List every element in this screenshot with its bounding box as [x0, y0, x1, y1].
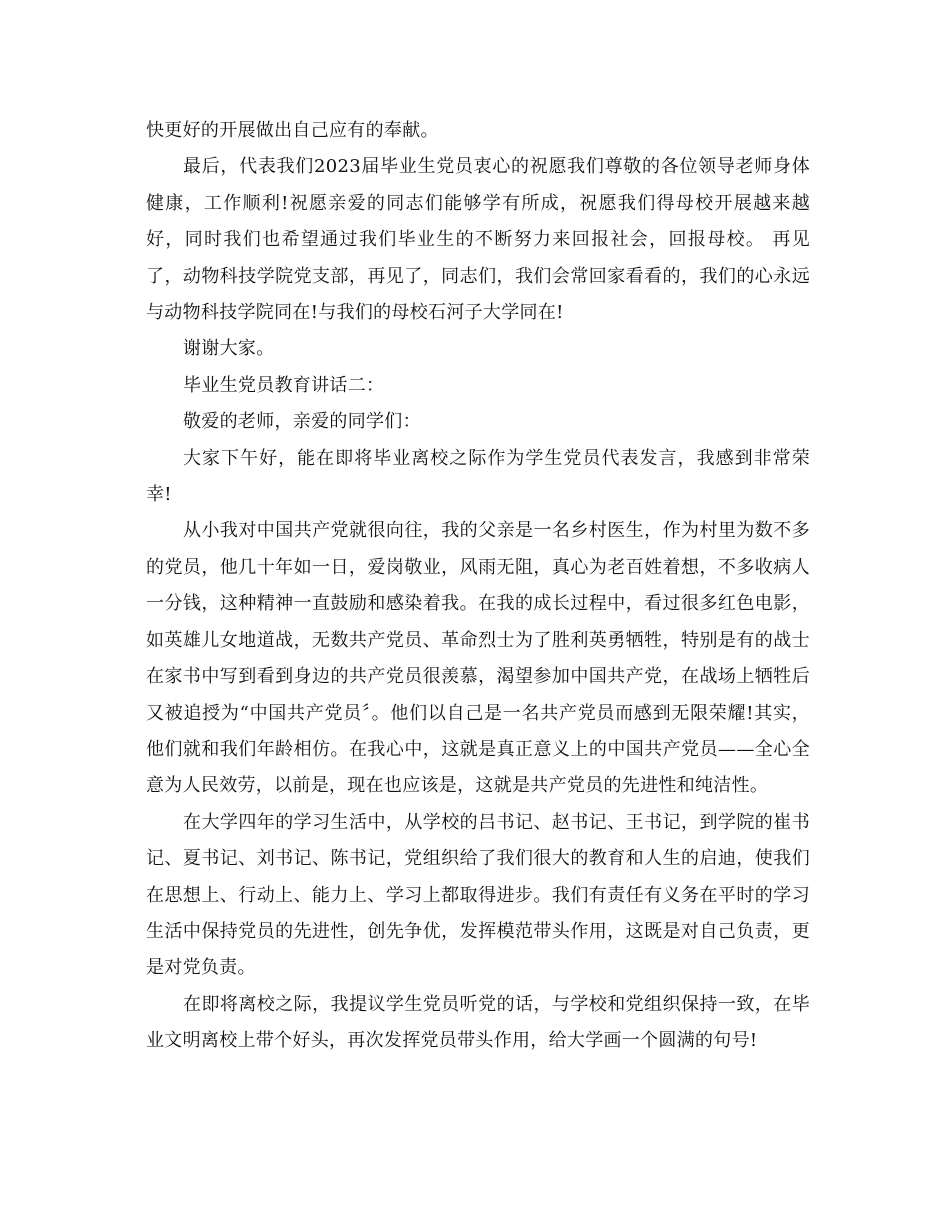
section-heading-speech-two: 毕业生党员教育讲话二： [183, 374, 385, 396]
paragraph-greeting: 大家下午好，能在即将毕业离校之际作为学生党员代表发言，我感到非常荣幸! [146, 447, 810, 506]
paragraph-continuation: 快更好的开展做出自己应有的奉献。 [146, 120, 439, 141]
paragraph-closing-wishes: 最后，代表我们2023届毕业生党员衷心的祝愿我们尊敬的各位领导老师身体健康，工作顺利!祝愿亲爱的同志们能够学有所成，祝愿我们得母校开展越来越好，同时我们也希望通过我们毕业生的不断努力来回报社会，回报母校。 再见了，动物科技学院党支部，再见了，同志们，我们会常回家看看的，我们的心永远与动物科技学院同在!与我们的母校石河子大学同在! [146, 156, 810, 324]
document-body [146, 113, 810, 1060]
salutation: 敬爱的老师，亲爱的同学们： [183, 411, 421, 433]
paragraph-thanks: 谢谢大家。 [183, 338, 275, 360]
paragraph-proposal: 在即将离校之际，我提议学生党员听党的话，与学校和党组织保持一致，在毕业文明离校上带个好头，再次发挥党员带头作用，给大学画一个圆满的句号! [146, 993, 810, 1052]
paragraph-childhood: 从小我对中国共产党就很向往，我的父亲是一名乡村医生，作为村里为数不多的党员，他几十年如一日，爱岗敬业，风雨无阻，真心为老百姓着想，不多收病人一分钱，这种精神一直鼓励和感染着我。在我的成长过程中，看过很多红色电影，如英雄儿女地道战，无数共产党员、革命烈士为了胜利英勇牺牲，特别是有的战士在家书中写到看到身边的共产党员很羡慕，渴望参加中国共产党，在战场上牺牲后又被追授为“中国共产党员〞。他们以自己是一名共产党员而感到无限荣耀!其实，他们就和我们年龄相仿。在我心中，这就是真正意义上的中国共产党员——全心全意为人民效劳，以前是，现在也应该是，这就是共产党员的先进性和纯洁性。 [146, 520, 810, 797]
paragraph-university-life: 在大学四年的学习生活中，从学校的吕书记、赵书记、王书记，到学院的崔书记、夏书记、刘书记、陈书记，党组织给了我们很大的教育和人生的启迪，使我们在思想上、行动上、能力上、学习上都取得进步。我们有责任有义务在平时的学习生活中保持党员的先进性，创先争优，发挥模范带头作用，这既是对自己负责，更是对党负责。 [146, 811, 810, 979]
